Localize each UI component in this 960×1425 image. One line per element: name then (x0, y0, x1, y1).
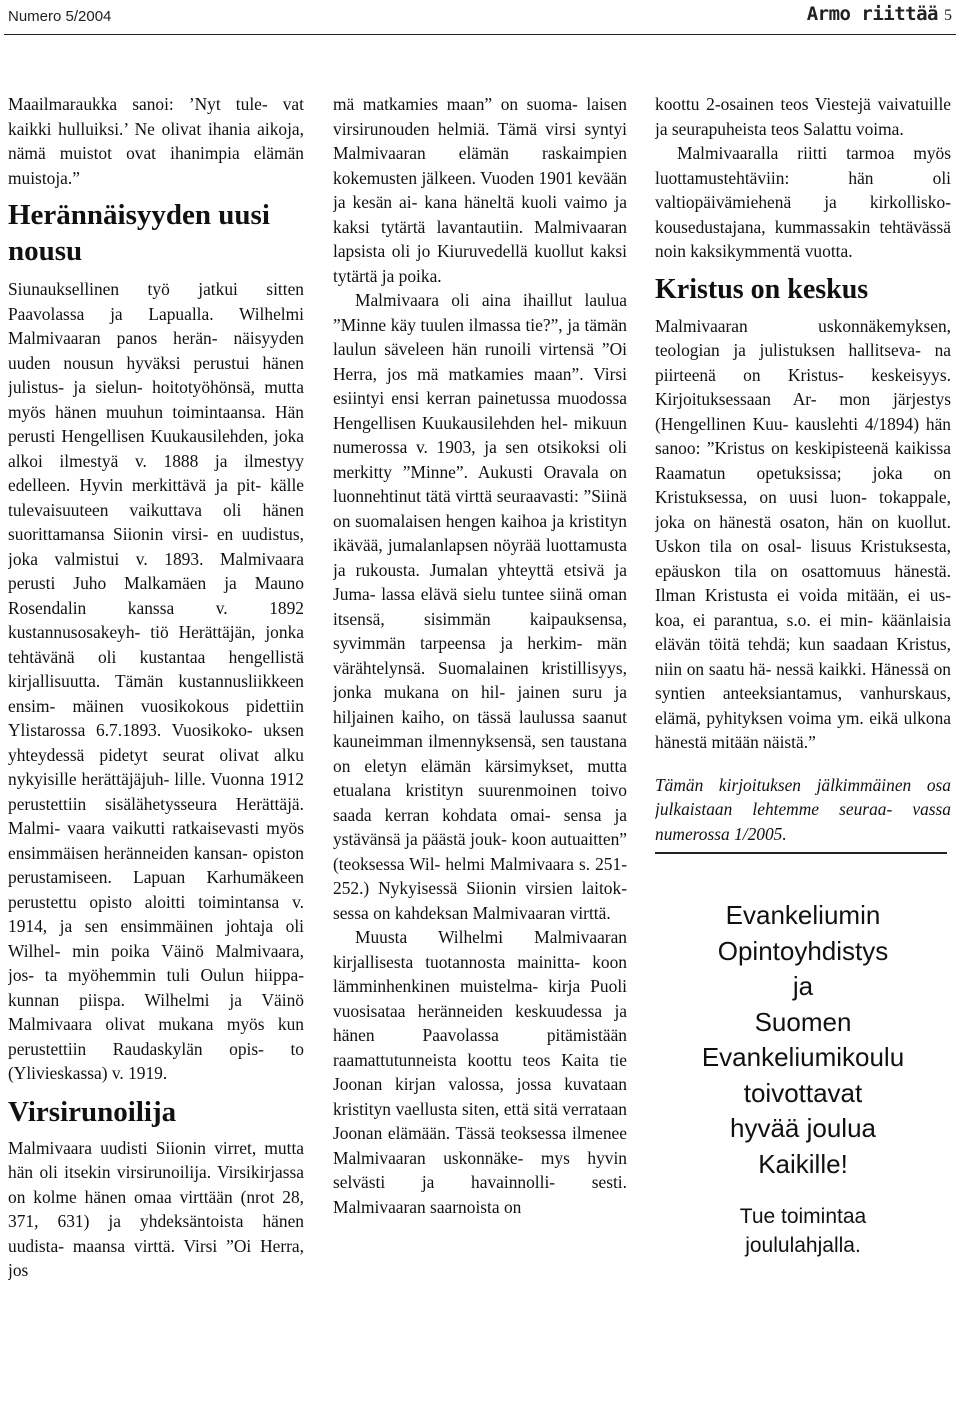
note-rule (655, 852, 947, 854)
donation-appeal (655, 1202, 951, 1260)
body-paragraph: mä matkamies maan” on suoma- laisen virsirunouden helmiä. Tämä virsi syntyi Malmivaaran elämän raskaimpien kokemusten jälkeen. Vuoden 1901 kevään ja kesän ai- kana häneltä kuoli vaimo ja kaksi tytärtä lavantautiin. Malmivaaran lapsista oli jo Kiuruvedellä kuollut kaksi tytärtä ja poika. (333, 94, 627, 286)
publication-title: Armo riittää (806, 3, 938, 25)
christmas-greeting (655, 898, 951, 1260)
opening-quote: Maailmaraukka sanoi: ’Nyt tule- vat kaikki hulluiksi.’ Ne olivat ihania aikoja, nämä muistot ovat ihanimpia elämän muistoja.” (8, 94, 304, 188)
section-heading-herannaisyys: Herännäisyyden uusi nousu (8, 199, 270, 267)
column-2 (333, 92, 627, 1412)
section-heading-virsirunoilija: Virsirunoilija (8, 1095, 177, 1128)
continuation-note: Tämän kirjoituksen jälkimmäinen osa julkaistaan lehtemme seuraa- vassa numerossa 1/2005. (655, 774, 951, 844)
greeting-line: Evankeliumin (725, 900, 881, 930)
column-3 (655, 92, 951, 1412)
greeting-line: hyvää joulua (730, 1113, 876, 1143)
body-paragraph: Siunauksellinen työ jatkui sitten Paavolassa ja Lapualla. Wilhelmi Malmivaaran panos herän- näisyyden uuden nousun hyväksi perustui hänen julistus- ja sielun- hoitotyöhönsä, mutta myös hänen muuhun toimintaansa. Hän perusti Hengellisen Kuukausilehden, joka alkoi ilmestyä v. 1888 ja ilmestyy edelleen. Hyvin merkittävä ja pit- källe tulevaisuuteen vaikuttava oli hänen suorittamansa Siionin virsi- en uudistus, joka valmistui v. 1893. Malmivaara perusti Juho Malkamäen ja Mauno Rosendalin kanssa v. 1892 kustannusosakeyh- tiö Herättäjän, jonka tehtävänä oli kustantaa hengellistä kirjallisuutta. Tämän kustannusliikkeen ensim- mäinen vuosikokous pidettiin Ylistarossa 6.7.1893. Vuosikoko- uksen yhteydessä pidetyt seurat olivat alku nykyisille herättäjäjuh- lille. Vuonna 1912 perustettiin sisälähetysseura Herättäjä. Malmi- vaara vaikutti ratkaisevasti myös ensimmäisen heränneiden kansan- opiston perustamiseen. Lapuan Karhumäkeen perustettu opisto aloitti toimintansa v. 1914, ja sen ensimmäinen johtaja oli Wilhel- min poika Väinö Malmivaara, jos- ta myöhemmin tuli Oulun hiippa- kunnan piispa. Wilhelmi ja Väinö Malmivaara olivat mukana myös kun perustettiin Raudaskylän opis- to (Ylivieskassa) v. 1919. (8, 279, 304, 1083)
greeting-line: Opintoyhdistys (717, 935, 889, 966)
page-number: 5 (944, 7, 952, 24)
page-header (0, 0, 960, 36)
issue-number: Numero 5/2004 (8, 8, 112, 25)
page-header-right (807, 3, 952, 25)
header-rule (4, 34, 956, 35)
appeal-line: Tue toimintaa (739, 1205, 867, 1228)
greeting-line: Kaikille! (758, 1148, 848, 1179)
column-1 (8, 92, 304, 1412)
body-paragraph: Malmivaara uudisti Siionin virret, mutta hän oli itsekin virsirunoilija. Virsikirjassa on kolme hänen omaa virttään (nrot 28, 371, 631) ja yhdeksäntoista hänen uudista- maansa virttä. Virsi ”Oi Herra, jos (8, 1137, 304, 1280)
body-paragraph: Malmivaaran uskonnäkemyksen, teologian ja julistuksen hallitseva- na piirteenä on Kristus- keskeisyys. Kirjoituksessaan Ar- mon järjestys (Hengellinen Kuu- kauslehti 4/1894) hän sanoo: ”Kristus on keskipisteenä kaikissa Raamatun opetuksissa; joka on Kristuksessa, on uusi luon- tokappale, joka on hänestä osaton, hän on kuollut. Uskon tila on osal- lisuus Kristuksesta, epäuskon tila on osattomuus hänestä. Ilman Kristusta ei voida mitään, ei us- koa, ei parantua, s.o. ei min- käänlaisia elävän töitä tehdä; kun saadaan Kristus, niin on saatu hä- nessä kaikki. Hänessä on syntien anteeksiantamus, vanhurskaus, elämä, pyhityksen voima ym. eikä ulkona hänestä mitään näistä.” (655, 315, 951, 752)
greeting-line: ja (792, 971, 814, 1001)
body-paragraph: Malmivaaralla riitti tarmoa myös luottamustehtäviin: hän oli valtiopäivämiehenä ja kirkollisko- kousedustajana, kummassakin tehtävässä noin kaksikymmentä vuotta. (655, 143, 951, 261)
body-paragraph: Malmivaara oli aina ihaillut laulua ”Minne käy tuulen ilmassa tie?”, ja tämän laulun säveleen hän runoili virtensä ”Oi Herra, jos mä matkamies maan”. Virsi esiintyi ensi kerran painetussa muodossa Hengellisen Kuukausilehden hel- mikuun numerossa v. 1903, ja sen otsikoksi oli merkitty ”Minne”. Aukusti Oravala on luonnehtinut tätä virttä seuraavasti: ”Siinä on suomalaisen hengen kaihoa ja kristityn ikävää, jumalanlapsen nöyrää luottamusta ja rukousta. Jumalan yhteyttä etsivä ja Juma- lassa elävä sielu tuntee siinä oman itsensä, sisimmän kaipauksensa, syvimmän tarpeensa ja herkim- män värähtelynsä. Suomalainen kristillisyys, jonka mukana on hil- jainen suru ja hiljainen kaiho, on tässä laulussa saanut kauneimman ilmennyksensä, sen taustana on eletyn elämän kärsimykset, mutta etualana kristityn suurenmoinen toivo saada kerran kohdata omai- sensa ja ystävänsä ja päästä jouk- koon autuaitten” (teoksessa Wil- helmi Malmivaara s. 251-252.) Nykyisessä Siionin virsien laitok- sessa on kahdeksan Malmivaaran virttä. (333, 290, 627, 923)
greeting-line: Evankeliumikoulu (701, 1042, 905, 1072)
greeting-text (655, 898, 951, 1182)
body-paragraph: Muusta Wilhelmi Malmivaaran kirjallisesta tuotannosta mainitta- koon lämminhenkinen muistelma- kirja Puoli vuosisataa heränneiden keskuudessa ja hänen Paavolassa pitämistään raamattutunneista koottu teos Kaita tie Joonan kirjan valossa, jossa kuvataan kristityn vaellusta siten, että sitä verrataan Joonan elämään. Tässä teoksessa ilmenee Malmivaaran uskonnäke- mys hyvin selvästi ja havainnolli- sesti. Malmivaaran saarnoista on (333, 927, 627, 1217)
section-heading-kristus: Kristus on keskus (655, 273, 869, 305)
greeting-line: toivottavat (743, 1077, 863, 1108)
appeal-line: joululahjalla. (745, 1234, 861, 1257)
body-paragraph: koottu 2-osainen teos Viestejä vaivatuille ja seurapuheista teos Salattu voima. (655, 94, 951, 139)
greeting-line: Suomen (754, 1006, 852, 1037)
